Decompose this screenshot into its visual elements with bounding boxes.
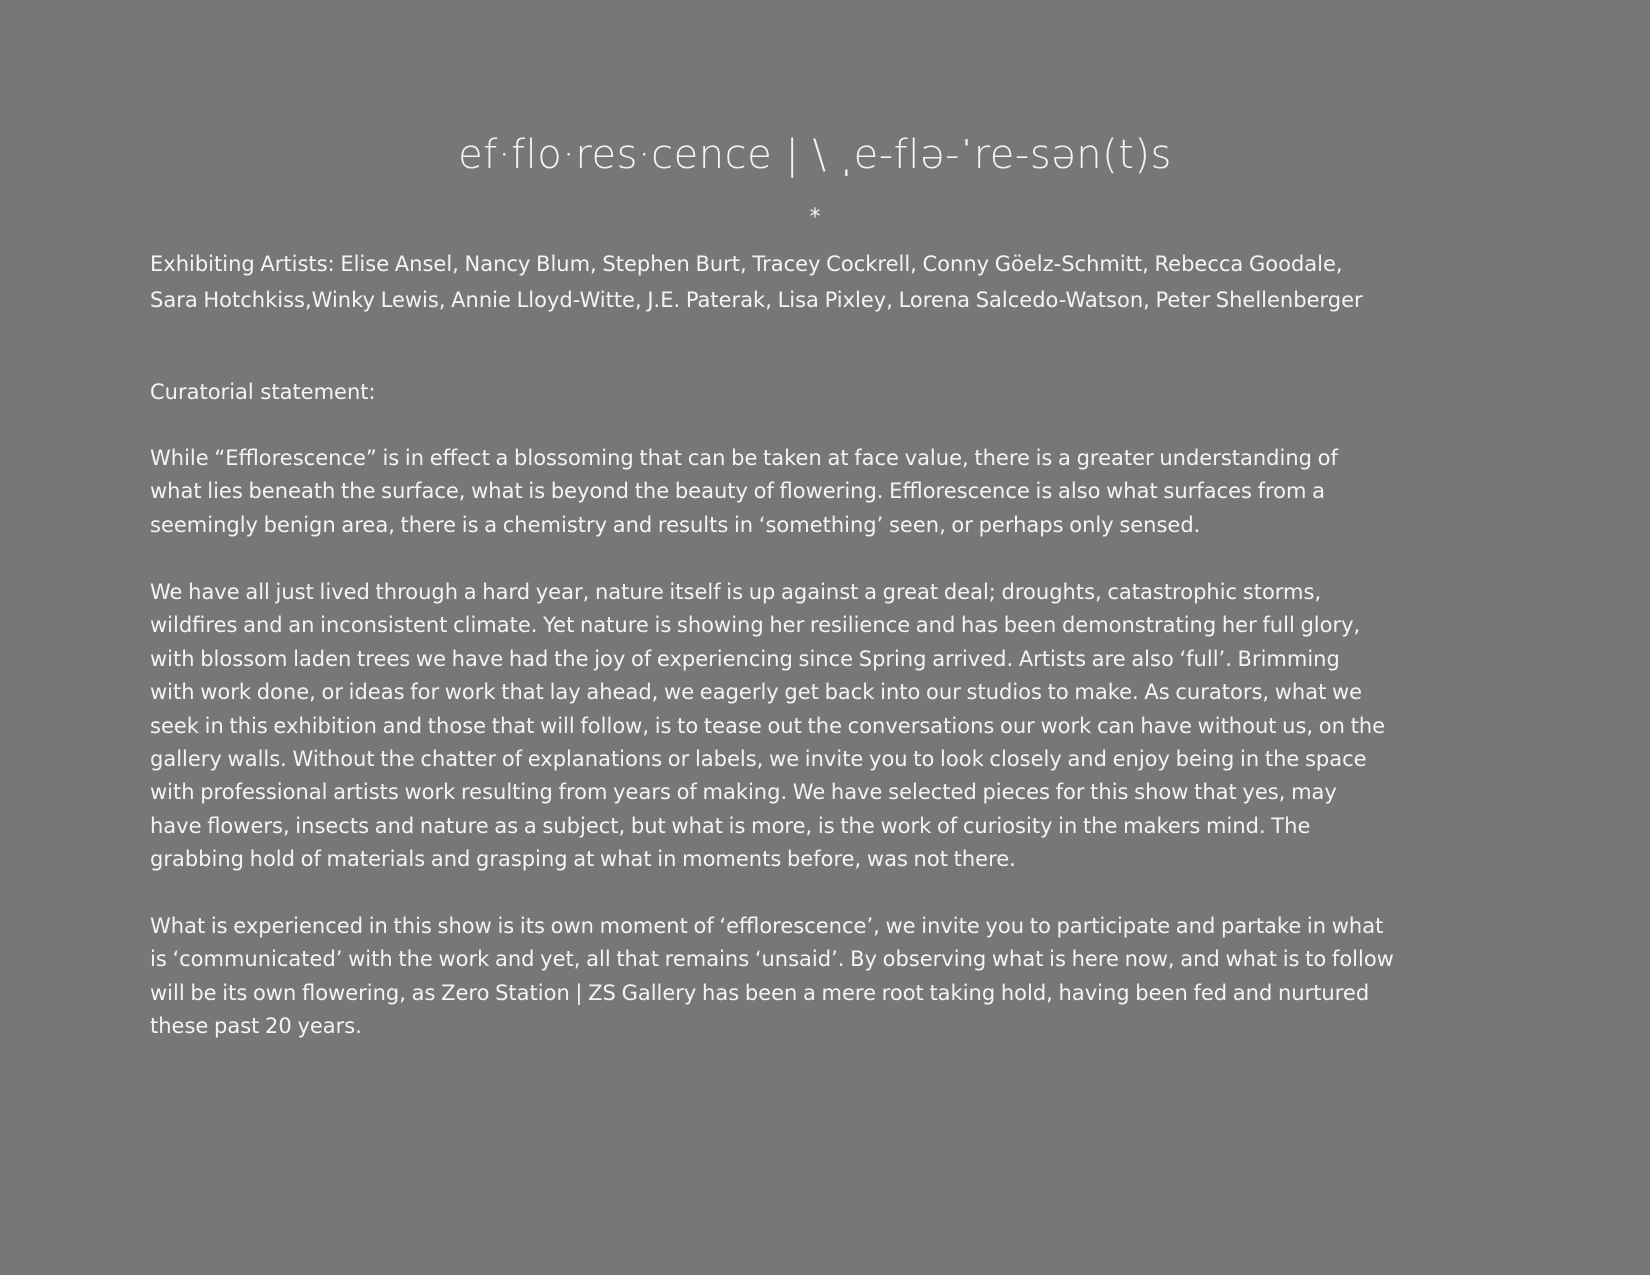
artists-line: Exhibiting Artists: Elise Ansel, Nancy Blum, Stephen Burt, Tracey Cockrell, Conny Göelz-Schmitt, Rebecca Goodale, — [150, 252, 1343, 276]
text-line: gallery walls. Without the chatter of explanations or labels, we invite you to look closely and enjoy being in the space — [150, 747, 1367, 772]
statement-heading: Curatorial statement: — [150, 380, 376, 404]
paragraph-3 — [150, 910, 1490, 1044]
text-line: have flowers, insects and nature as a subject, but what is more, is the work of curiosity in the makers mind. The — [150, 813, 1311, 838]
text-line: While “Efflorescence” is in effect a blossoming that can be taken at face value, there is a greater understanding of — [150, 446, 1338, 470]
text-line: with blossom laden trees we have had the joy of experiencing since Spring arrived. Artists are also ‘full’. Brimming — [150, 646, 1340, 671]
page-title: ef·flo·res·cence | \ ˌe-flə-ˈre-sən(t)s — [458, 132, 1172, 178]
exhibiting-artists — [150, 246, 1500, 318]
text-line: We have all just lived through a hard year, nature itself is up against a great deal; droughts, catastrophic storms, — [150, 580, 1322, 604]
separator-asterisk: * — [809, 205, 821, 230]
text-line: seek in this exhibition and those that will follow, is to tease out the conversations our work can have without us, on the — [150, 713, 1386, 738]
paragraph-1 — [150, 442, 1490, 542]
paragraph-2 — [150, 576, 1490, 877]
text-line: wildfires and an inconsistent climate. Yet nature is showing her resilience and has been demonstrating her full glory, — [150, 613, 1361, 638]
text-line: what lies beneath the surface, what is beyond the beauty of flowering. Efflorescence is also what surfaces from a — [150, 479, 1326, 504]
text-line: with work done, or ideas for work that lay ahead, we eagerly get back into our studios to make. As curators, what we — [150, 680, 1363, 705]
text-line: seemingly benign area, there is a chemistry and results in ‘something’ seen, or perhaps only sensed. — [150, 512, 1201, 537]
text-line: grabbing hold of materials and grasping at what in moments before, was not there. — [150, 847, 1016, 872]
text-line: with professional artists work resulting from years of making. We have selected pieces for this show that yes, may — [150, 780, 1337, 805]
text-line: will be its own flowering, as Zero Station | ZS Gallery has been a mere root taking hold, having been fed and nurtured — [150, 980, 1370, 1005]
document-page — [150, 0, 1500, 1275]
artists-line: Sara Hotchkiss,Winky Lewis, Annie Lloyd-Witte, J.E. Paterak, Lisa Pixley, Lorena Salcedo-Watson, Peter Shellenberger — [150, 288, 1363, 312]
text-line: is ‘communicated’ with the work and yet, all that remains ‘unsaid’. By observing what is here now, and what is to follow — [150, 947, 1394, 972]
text-line: What is experienced in this show is its own moment of ‘efflorescence’, we invite you to participate and partake in what — [150, 914, 1384, 938]
text-line: these past 20 years. — [150, 1014, 362, 1039]
